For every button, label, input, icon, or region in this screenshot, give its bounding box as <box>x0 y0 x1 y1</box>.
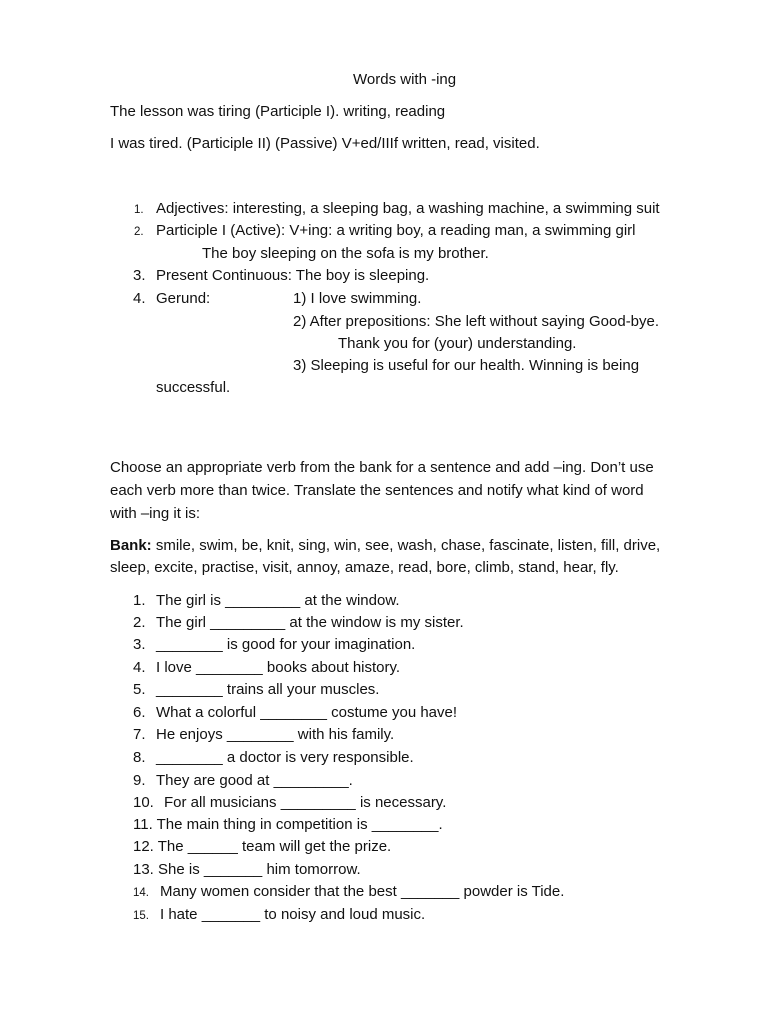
rule-participle: Participle I (Active): V+ing: a writing boy, a reading man, a swimming girl <box>156 222 636 239</box>
page-title: Words with -ing <box>353 71 457 88</box>
rule-present-continuous: Present Continuous: The boy is sleeping. <box>156 267 430 284</box>
rule-gerund-label: Gerund: <box>156 290 211 307</box>
exercise-number: 3. <box>133 636 146 653</box>
task-line-1: Choose an appropriate verb from the bank for a sentence and add –ing. Don’t use <box>110 459 654 476</box>
exercise-number: 10. <box>133 794 154 811</box>
exercise-sentence: ________ is good for your imagination. <box>156 636 416 653</box>
intro-line-2: I was tired. (Participle II) (Passive) V+ed/IIIf written, read, visited. <box>110 135 540 152</box>
exercise-number: 9. <box>133 772 146 789</box>
exercise-sentence: The girl _________ at the window is my sister. <box>156 614 464 631</box>
exercise-number: 1. <box>133 592 146 609</box>
exercise-number: 14. <box>133 887 149 899</box>
rule-adjectives: Adjectives: interesting, a sleeping bag, a washing machine, a swimming suit <box>156 200 660 217</box>
exercise-sentence: Many women consider that the best _______ powder is Tide. <box>160 883 565 900</box>
exercise-sentence: 11. The main thing in competition is ________. <box>133 816 443 833</box>
exercise-sentence: What a colorful ________ costume you have! <box>156 704 458 721</box>
exercise-sentence: I hate _______ to noisy and loud music. <box>160 906 426 923</box>
exercise-number: 4. <box>133 659 146 676</box>
exercise-sentence: For all musicians _________ is necessary. <box>164 794 447 811</box>
rule-gerund-3: 3) Sleeping is useful for our health. Winning is being <box>293 357 640 374</box>
rule-gerund-2-example: Thank you for (your) understanding. <box>338 335 577 352</box>
rule-gerund-1: 1) I love swimming. <box>293 290 422 307</box>
exercise-sentence: I love ________ books about history. <box>156 659 401 676</box>
rule-gerund-2: 2) After prepositions: She left without saying Good-bye. <box>293 313 660 330</box>
exercise-number: 6. <box>133 704 146 721</box>
exercise-sentence: 13. She is _______ him tomorrow. <box>133 861 361 878</box>
task-line-3: with –ing it is: <box>110 505 201 522</box>
rule-gerund-3-continued: successful. <box>156 379 231 396</box>
rule-number: 3. <box>133 267 146 284</box>
exercise-number: 5. <box>133 681 146 698</box>
exercise-number: 15. <box>133 910 149 922</box>
exercise-sentence: 12. The ______ team will get the prize. <box>133 838 392 855</box>
exercise-sentence: They are good at _________. <box>156 772 353 789</box>
exercise-sentence: ________ a doctor is very responsible. <box>156 749 414 766</box>
bank-line-2: sleep, excite, practise, visit, annoy, amaze, read, bore, climb, stand, hear, fly. <box>110 559 619 576</box>
bank-label: Bank: <box>110 537 152 554</box>
task-line-2: each verb more than twice. Translate the sentences and notify what kind of word <box>110 482 644 499</box>
exercise-number: 8. <box>133 749 146 766</box>
rule-number: 1. <box>134 204 144 216</box>
rule-participle-example: The boy sleeping on the sofa is my brother. <box>202 245 489 262</box>
rule-number: 4. <box>133 290 146 307</box>
rule-number: 2. <box>134 226 144 238</box>
exercise-number: 2. <box>133 614 146 631</box>
exercise-sentence: The girl is _________ at the window. <box>156 592 400 609</box>
exercise-number: 7. <box>133 726 146 743</box>
bank-words-1: smile, swim, be, knit, sing, win, see, wash, chase, fascinate, listen, fill, drive, <box>151 537 661 554</box>
bank-line-1 <box>110 537 660 555</box>
exercise-sentence: ________ trains all your muscles. <box>156 681 380 698</box>
exercise-sentence: He enjoys ________ with his family. <box>156 726 395 743</box>
intro-line-1: The lesson was tiring (Participle I). writing, reading <box>110 103 446 120</box>
